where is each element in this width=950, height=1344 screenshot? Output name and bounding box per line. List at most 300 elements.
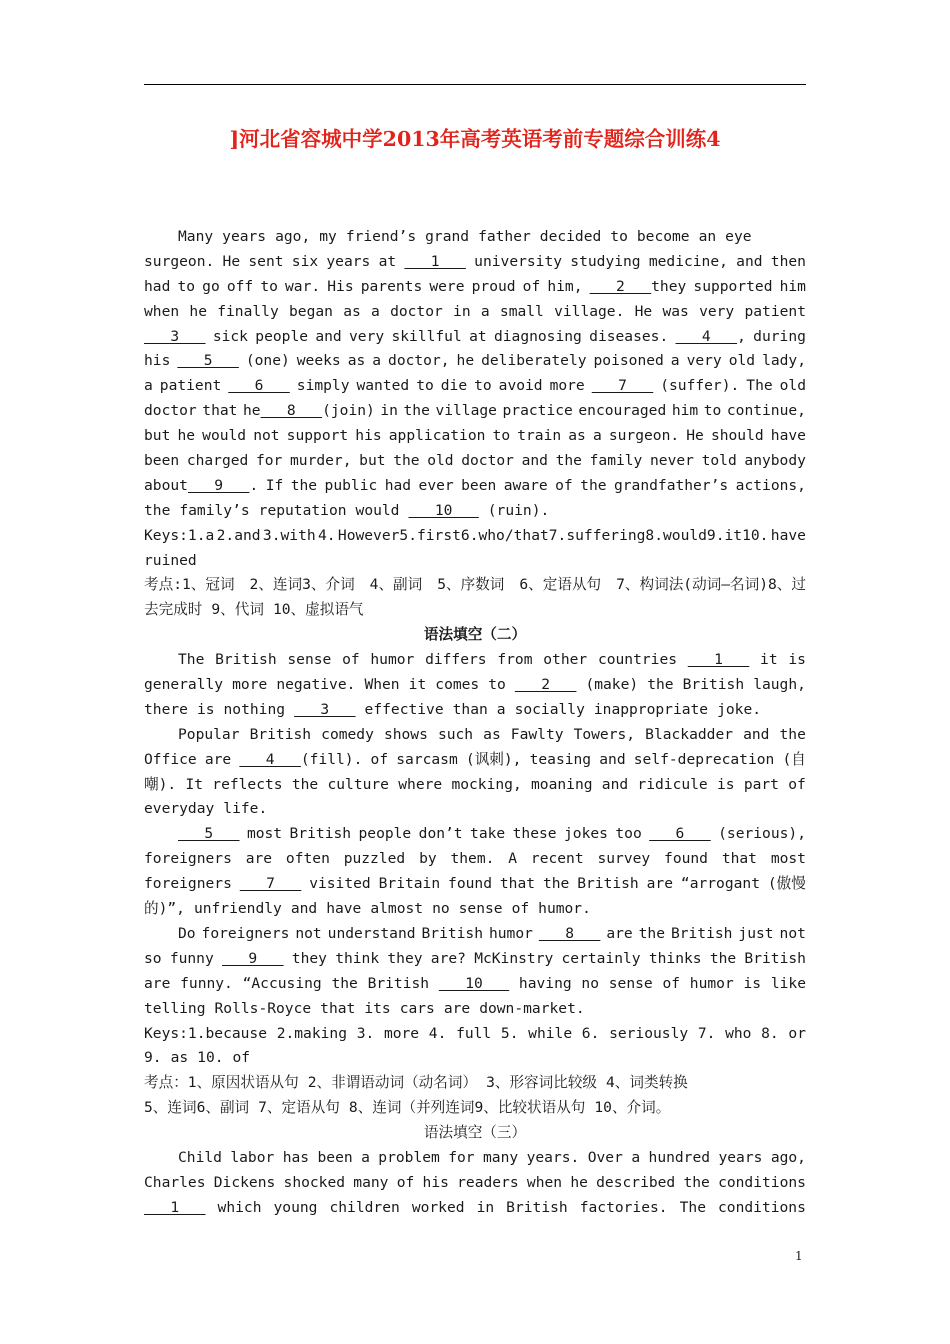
word: poisoned — [593, 352, 664, 370]
word: Britain — [378, 875, 441, 893]
word: of — [232, 1049, 251, 1067]
word: 9. — [144, 1049, 162, 1067]
word: decided — [539, 228, 602, 245]
word: old — [779, 377, 806, 395]
page-number: 1 — [795, 1249, 803, 1263]
word: to — [492, 427, 511, 445]
word: countries — [597, 651, 678, 669]
word: where — [398, 775, 443, 793]
word: (自 — [782, 750, 806, 768]
blank-4: 4 — [239, 750, 301, 768]
word: doctor — [390, 302, 443, 320]
word: His — [327, 277, 354, 295]
word: him, — [547, 277, 583, 295]
word: he — [189, 302, 207, 320]
word: unfriendly — [193, 900, 282, 918]
word: 8. — [761, 1024, 779, 1042]
word: British — [421, 924, 484, 942]
blank-8: 8 — [538, 924, 601, 942]
word: so — [144, 949, 162, 967]
word — [144, 1196, 206, 1221]
word: for — [255, 452, 283, 470]
text-line — [144, 250, 806, 275]
word: as — [343, 302, 361, 320]
section-heading: 语法填空（二） — [423, 626, 527, 644]
word: from — [497, 651, 533, 669]
blank-1: 1 — [687, 651, 750, 669]
word: of — [522, 277, 541, 295]
word: had — [384, 476, 412, 494]
word: survey — [597, 850, 651, 868]
word: more — [383, 1024, 420, 1042]
text-line — [144, 549, 806, 574]
word: old — [427, 452, 454, 470]
word: a — [371, 302, 380, 320]
word: of — [511, 900, 530, 918]
word: ago, — [770, 1148, 806, 1166]
word: but — [144, 427, 171, 445]
word: diagnosing — [493, 327, 582, 345]
word: reputation — [258, 501, 347, 519]
word: readers — [457, 1173, 519, 1191]
word: A — [508, 850, 518, 868]
word: and — [521, 452, 548, 470]
word: nothing — [223, 700, 286, 718]
word — [592, 374, 654, 399]
word — [228, 374, 290, 399]
word: Over — [587, 1148, 623, 1166]
word: 4 (fill). — [239, 750, 363, 768]
word: murder, — [290, 452, 352, 470]
word: his — [355, 427, 382, 445]
word: and — [601, 775, 629, 793]
text-line — [144, 300, 806, 325]
word: sick — [212, 327, 248, 345]
text-line — [144, 1046, 806, 1071]
word: began — [289, 302, 333, 320]
word: in — [453, 302, 471, 320]
blank-9: 9 — [187, 476, 250, 494]
word: to — [260, 277, 278, 295]
text-line — [144, 822, 806, 847]
word: seriously — [609, 1024, 689, 1042]
word: teasing — [529, 750, 592, 768]
word: been — [317, 1148, 353, 1166]
word: that — [320, 999, 356, 1017]
word: when — [144, 302, 180, 320]
word: 8、连词（并列连词9、比较状语从句 — [348, 1099, 586, 1117]
word: is — [788, 651, 806, 669]
word: very — [686, 352, 722, 370]
word: was — [662, 302, 689, 320]
word: people — [255, 327, 309, 345]
text-line — [144, 673, 806, 698]
text-line — [144, 972, 806, 997]
word: understand — [327, 924, 416, 942]
word: sense — [458, 900, 503, 918]
word: of — [396, 1173, 415, 1191]
word: a — [631, 1148, 641, 1166]
word — [240, 872, 302, 897]
word: shocked — [283, 1173, 346, 1191]
word: which — [217, 1198, 262, 1216]
word: British — [367, 974, 430, 992]
word: sarcasm — [396, 750, 458, 768]
word: practice — [502, 402, 573, 420]
word: university — [474, 252, 563, 270]
word — [688, 648, 750, 673]
word: to — [177, 277, 196, 295]
text-line — [144, 374, 806, 399]
word: 2.making — [276, 1024, 347, 1042]
word: He — [634, 302, 653, 320]
word — [515, 673, 577, 698]
word: “Accusing — [242, 974, 322, 992]
word: support — [286, 427, 349, 445]
word: supported — [693, 277, 773, 295]
word: Many — [178, 228, 214, 245]
word: comes — [435, 676, 480, 694]
blank-4: 4 — [675, 327, 738, 345]
word: while — [528, 1024, 573, 1042]
blank-6: 6 — [228, 377, 290, 395]
word: It — [185, 775, 204, 793]
word: British — [289, 825, 352, 843]
word: 3. — [356, 1024, 375, 1042]
word: are — [646, 875, 673, 893]
word: differs — [425, 651, 487, 669]
word: comedy — [321, 725, 374, 743]
word: are — [204, 750, 232, 768]
word: foreigners — [144, 850, 232, 868]
text-line — [144, 598, 806, 623]
word: foreigners — [201, 924, 290, 942]
text-line — [144, 449, 806, 474]
word: (one) — [245, 352, 290, 370]
word: generally — [144, 676, 224, 694]
word: recent — [530, 850, 584, 868]
word: ruined — [144, 551, 197, 569]
word: war. — [285, 277, 321, 295]
word: six — [291, 252, 319, 270]
word: them. — [450, 850, 495, 868]
word: of — [370, 750, 389, 768]
word: in — [476, 1198, 495, 1216]
word: 4. — [317, 526, 336, 544]
word — [177, 349, 239, 374]
word: but — [359, 452, 386, 470]
word: Fawlty — [510, 725, 564, 743]
word: British — [670, 924, 733, 942]
word: 3、形容词比较级 — [486, 1074, 598, 1092]
word: British — [506, 1198, 568, 1216]
blank-9: 9 — [222, 949, 284, 967]
word: 9、代词 — [211, 601, 264, 619]
word: the — [555, 452, 582, 470]
word: encouraged — [578, 402, 667, 420]
word: been — [461, 476, 497, 494]
word: many — [483, 1148, 519, 1166]
word: years — [222, 228, 267, 245]
word: my — [319, 228, 337, 245]
word: that — [721, 850, 757, 868]
word: humor. — [538, 900, 591, 918]
word: 4. — [428, 1024, 447, 1042]
word: think — [335, 949, 380, 967]
word — [178, 822, 240, 847]
word: and — [315, 327, 342, 345]
word: having — [518, 974, 572, 992]
word — [222, 947, 284, 972]
word: the — [638, 924, 665, 942]
text-line — [144, 872, 806, 897]
blank-5: 5 — [177, 352, 239, 370]
word: not — [779, 924, 806, 942]
word: grand — [425, 228, 470, 245]
text-line — [144, 773, 806, 798]
word: who — [725, 1024, 752, 1042]
text-line — [144, 573, 806, 598]
word: him — [779, 277, 806, 295]
word: 5、序数词 — [437, 576, 505, 594]
word: 的)”, — [144, 900, 185, 918]
word: thinks — [648, 949, 702, 967]
word: lady, — [762, 352, 806, 370]
word: 考点:1、冠词 — [144, 576, 235, 594]
word: described — [596, 1173, 676, 1191]
blank-1: 1 — [404, 252, 466, 270]
word: by — [419, 850, 437, 868]
blank-1: 1 — [144, 1198, 206, 1216]
text-line — [144, 698, 806, 723]
word: of — [662, 974, 681, 992]
word: to — [703, 402, 722, 420]
word — [539, 922, 601, 947]
word: a — [480, 302, 490, 320]
word: the — [393, 452, 420, 470]
word: a — [372, 352, 382, 370]
text-line — [144, 524, 806, 549]
word: young — [273, 1198, 318, 1216]
text-line — [144, 499, 806, 524]
word: told — [701, 452, 737, 470]
word: (ruin). — [487, 501, 550, 519]
text-line — [144, 349, 806, 374]
text-line — [144, 1071, 806, 1096]
text-line — [144, 1196, 806, 1221]
word — [439, 972, 509, 997]
word: he — [456, 352, 475, 370]
word: simply — [296, 377, 350, 395]
word: the — [403, 402, 430, 420]
word: 4 , — [675, 327, 746, 345]
word: the — [580, 476, 607, 494]
word: Child — [178, 1148, 222, 1166]
word: labor — [230, 1148, 275, 1166]
word: of — [788, 775, 806, 793]
word: are? — [430, 949, 466, 967]
blank-7: 7 — [239, 875, 302, 893]
word: more — [549, 377, 585, 395]
word: it — [760, 651, 778, 669]
text-line — [144, 797, 806, 822]
word: village — [435, 402, 497, 420]
word: Popular — [178, 725, 240, 743]
word: his — [422, 1173, 449, 1191]
blank-3: 3 — [294, 700, 356, 718]
word: when — [526, 1173, 563, 1191]
text-line — [144, 424, 806, 449]
word: the — [290, 476, 318, 494]
word: 6. — [581, 1024, 600, 1042]
word: puzzled — [343, 850, 406, 868]
word: about 9 . — [144, 476, 259, 494]
word: is — [716, 775, 735, 793]
word: die — [440, 377, 468, 395]
word: train — [517, 427, 562, 445]
word: the — [144, 501, 171, 519]
word: the — [709, 949, 737, 967]
blank-8: 8 — [260, 402, 323, 420]
word: Keys:1.because — [144, 1024, 268, 1042]
word: jokes — [564, 825, 608, 843]
word: joke. — [717, 700, 762, 718]
word: laugh, — [753, 676, 806, 694]
word: Towers, — [573, 725, 636, 743]
word — [408, 499, 478, 524]
word: continue, — [726, 402, 806, 420]
word: of — [342, 651, 360, 669]
word: When — [364, 676, 400, 694]
word: become — [636, 228, 690, 245]
word: its — [364, 999, 391, 1017]
word: 5. — [500, 1024, 519, 1042]
word: cars — [399, 999, 435, 1017]
word: the — [331, 974, 358, 992]
word: at — [378, 252, 397, 270]
word — [404, 250, 466, 275]
word: anybody — [744, 452, 806, 470]
word: such — [437, 725, 474, 743]
word: hundred — [648, 1148, 711, 1166]
text-line — [144, 325, 806, 350]
word: the — [683, 1173, 710, 1191]
word: as — [568, 427, 586, 445]
word: conditions — [718, 1198, 806, 1216]
text-line — [144, 947, 806, 972]
word: that — [202, 402, 238, 420]
word: 2 they — [589, 277, 687, 295]
word: humor — [488, 924, 533, 942]
word: (傲慢 — [767, 875, 806, 893]
word: British — [215, 651, 277, 669]
word: effective — [364, 700, 444, 718]
word: 考点：1、原因状语从句 — [144, 1074, 299, 1092]
word: 7、构词法(动词—名词)8、过 — [616, 576, 806, 594]
word: Do — [178, 924, 196, 942]
word: 嘲). — [144, 775, 177, 793]
blank-10: 10 — [408, 501, 479, 519]
word: he 8 (join) — [243, 402, 375, 420]
word: inappropriate — [593, 700, 709, 718]
word: wanted — [356, 377, 410, 395]
word: go — [202, 277, 220, 295]
word: He — [686, 427, 704, 445]
word: telling — [144, 999, 206, 1017]
word: never — [650, 452, 694, 470]
word: (讽刺), — [465, 750, 522, 768]
word: they — [291, 949, 327, 967]
word: just — [738, 924, 774, 942]
text-line — [144, 847, 806, 872]
word: as — [170, 1049, 189, 1067]
word: deliberately — [481, 352, 587, 370]
word: the — [647, 676, 674, 694]
word: funny — [169, 949, 214, 967]
word: than — [452, 700, 488, 718]
word: self-deprecation — [633, 750, 775, 768]
word: 7、定语从句 — [258, 1099, 340, 1117]
word: sense — [287, 651, 332, 669]
word: the — [542, 875, 570, 893]
word: 6、定语从句 — [519, 576, 602, 594]
word: patient — [744, 302, 806, 320]
blank-3: 3 — [144, 327, 206, 345]
word: ever — [418, 476, 454, 494]
word: are — [144, 974, 171, 992]
header-rule — [144, 84, 806, 85]
word: he — [570, 1173, 588, 1191]
word: too — [615, 825, 642, 843]
word: McKinstry — [474, 949, 554, 967]
word: him — [671, 402, 699, 420]
blank-6: 6 — [649, 825, 711, 843]
word: shows — [383, 725, 428, 743]
word: patient — [159, 377, 222, 395]
word: years — [718, 1148, 763, 1166]
word: many — [353, 1173, 389, 1191]
word: worked — [411, 1198, 465, 1216]
word: Office — [144, 750, 197, 768]
word: a — [670, 352, 680, 370]
word: for — [448, 1148, 475, 1166]
word: an — [698, 228, 717, 245]
document-body — [144, 225, 806, 1221]
word: people — [358, 825, 412, 843]
word: don’t — [418, 825, 463, 843]
word: would — [202, 427, 247, 445]
word: he — [177, 427, 196, 445]
word: 4、词类转换 — [606, 1074, 688, 1092]
word: 10、虚拟语气 — [272, 601, 364, 619]
text-line — [144, 275, 806, 300]
word: skillful — [391, 327, 462, 345]
text-line — [144, 399, 806, 424]
word: like — [770, 974, 806, 992]
word: “arrogant — [680, 875, 760, 893]
word: avoid — [498, 377, 543, 395]
word: village. — [554, 302, 625, 320]
word: surgeon. — [608, 427, 680, 445]
word: children — [329, 1198, 400, 1216]
document-title: ]河北省容城中学2013年高考英语考前专题综合训练4 — [229, 127, 721, 151]
word: aware — [503, 476, 548, 494]
word: Rolls-Royce — [214, 999, 312, 1017]
text-line — [144, 225, 806, 250]
word: British — [682, 676, 745, 694]
word: 7. — [697, 1024, 716, 1042]
word — [294, 698, 356, 723]
